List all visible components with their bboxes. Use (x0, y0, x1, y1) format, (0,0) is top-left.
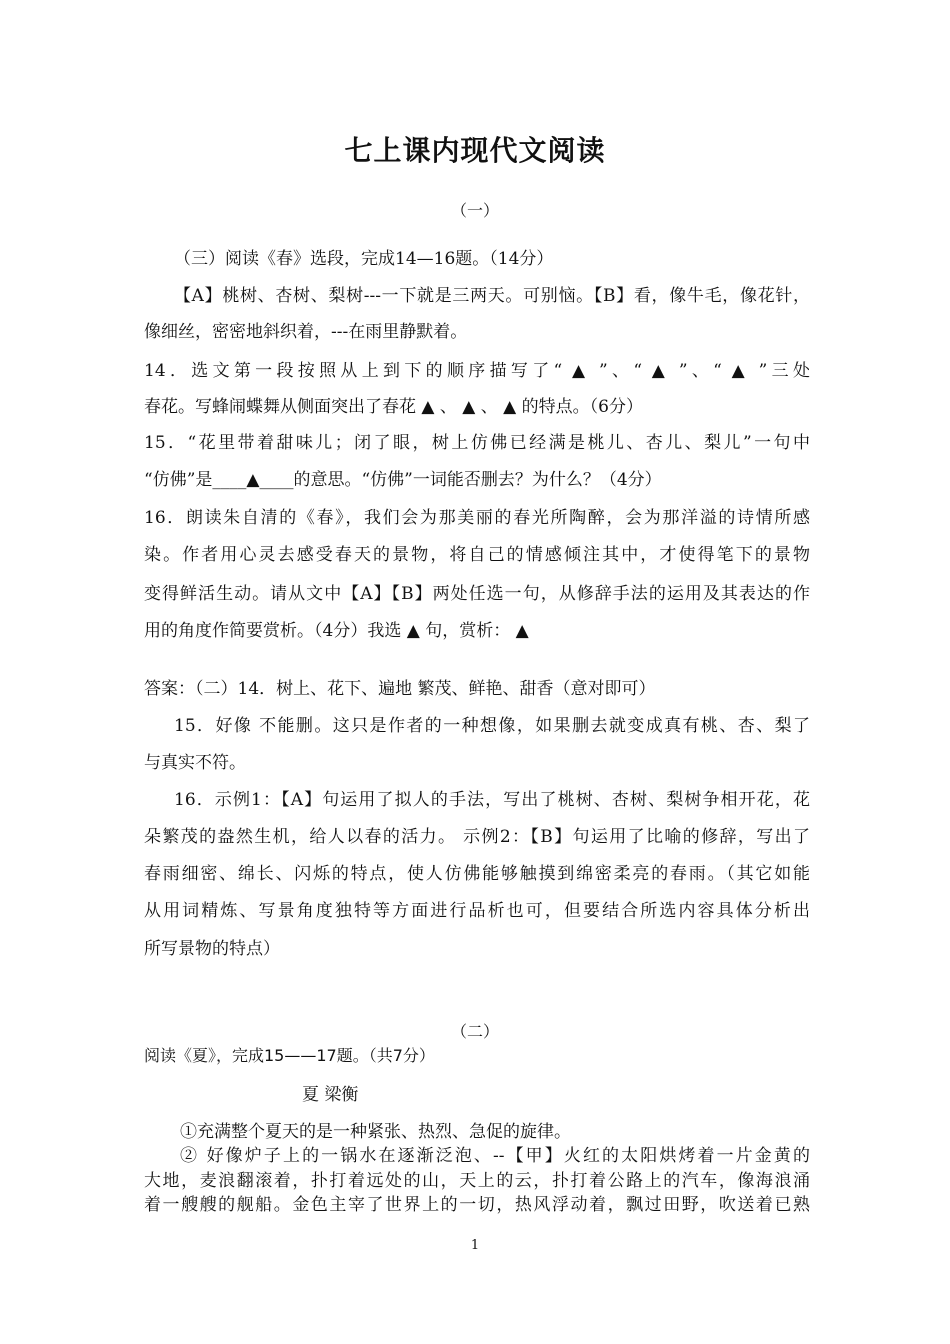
question-16-line: 染。作者用心灵去感受春天的景物，将自己的情感倾注其中，才使得笔下的景物 (144, 545, 810, 565)
page-number: 1 (470, 1238, 480, 1253)
answer-line: 从用词精炼、写景角度独特等方面进行品析也可，但要结合所选内容具体分析出 (144, 901, 810, 921)
question-15-line: 15．“花里带着甜味儿；闭了眼，树上仿佛已经满是桃儿、杏儿、梨儿”一句中 (144, 433, 810, 453)
answer-line: 16．示例1：【A】句运用了拟人的手法，写出了桃树、杏树、梨树争相开花，花 (174, 790, 810, 810)
excerpt-line: 像细丝，密密地斜织着，---在雨里静默着。 (144, 322, 468, 342)
answer-line: 春雨细密、绵长、闪烁的特点，使人仿佛能够触摸到绵密柔亮的春雨。（其它如能 (144, 864, 810, 884)
passage-line: 着一艘艘的舰船。金色主宰了世界上的一切，热风浮动着，飘过田野，吹送着已熟 (144, 1195, 810, 1215)
section-heading-1: （一） (450, 201, 499, 220)
answer-line: 与真实不符。 (144, 753, 246, 773)
question-16-line: 变得鲜活生动。请从文中【A】【B】两处任选一句，从修辞手法的运用及其表达的作 (144, 584, 810, 604)
answer-line: 朵繁茂的盎然生机，给人以春的活力。 示例2：【B】句运用了比喻的修辞，写出了 (144, 827, 810, 847)
question-14-line: 14．选文第一段按照从上到下的顺序描写了“ ▲ ”、“ ▲ ”、“ ▲ ”三处 (144, 361, 810, 381)
answer-line: 所写景物的特点） (144, 939, 280, 959)
question-15-line: “仿佛”是____▲____的意思。“仿佛”一词能否删去？为什么？（4分） (144, 470, 662, 490)
answer-line: 答案：（二）14．树上、花下、遍地 繁茂、鲜艳、甜香（意对即可） (144, 679, 656, 699)
passage-line: ② 好像炉子上的一锅水在逐渐泛泡、--【甲】火红的太阳烘烤着一片金黄的 (180, 1146, 810, 1166)
question-14-line: 春花。写蜂闹蝶舞从侧面突出了春花 ▲ 、 ▲ 、 ▲ 的特点。（6分） (144, 397, 643, 417)
question-16-line: 用的角度作简要赏析。（4分）我选 ▲ 句，赏析： ▲ (144, 621, 529, 641)
passage-line: 大地，麦浪翻滚着，扑打着远处的山，天上的云，扑打着公路上的汽车，像海浪涌 (144, 1171, 810, 1191)
question-intro: （三）阅读《春》选段，完成14—16题。（14分） (174, 249, 554, 269)
poem-title: 夏 梁衡 (302, 1085, 359, 1105)
document-title: 七上课内现代文阅读 (344, 134, 606, 167)
answer-line: 15．好像 不能删。这只是作者的一种想像，如果删去就变成真有桃、杏、梨了 (174, 716, 810, 736)
section-heading-2: （二） (450, 1022, 499, 1041)
excerpt-line: 【A】桃树、杏树、梨树---一下就是三两天。可别恼。【B】看，像牛毛，像花针， (174, 286, 810, 306)
passage-line: ①充满整个夏天的是一种紧张、热烈、急促的旋律。 (180, 1122, 571, 1142)
question-16-line: 16．朗读朱自清的《春》，我们会为那美丽的春光所陶醉，会为那洋溢的诗情所感 (144, 508, 810, 528)
section-2-instruction: 阅读《夏》，完成15——17题。（共7分） (144, 1046, 435, 1065)
